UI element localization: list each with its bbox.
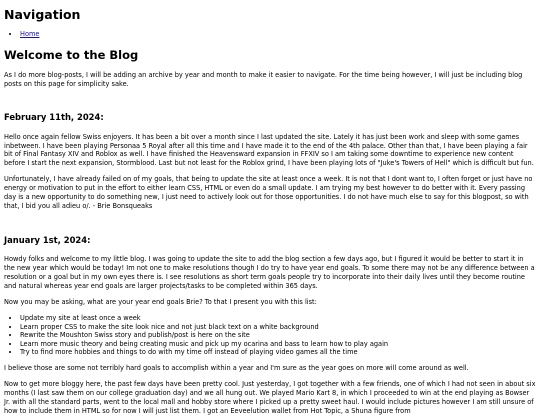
blog-post-feb-2024 xyxy=(4,112,536,211)
post-paragraph: I believe those are some not terribly hard goals to accomplish within a year and I'm sure as the year goes on more will come around as well. xyxy=(4,363,469,372)
goals-list xyxy=(4,314,536,357)
post-date: February 11th, 2024: xyxy=(4,112,104,123)
blog-title: Welcome to the Blog xyxy=(4,48,139,63)
goal-item: • Try to find more hobbies and things to do with my time off instead of playing video games all the time xyxy=(20,348,536,357)
post-paragraph: Now you may be asking, what are your year end goals Brie? To that I present you with this list: xyxy=(4,298,317,307)
blog-intro: As I do more blog-posts, I will be adding an archive by year and month to make it easier to navigate. For the time being however, I will just be including blog posts on this page for simplicity sake. xyxy=(4,70,523,88)
post-paragraph: Now to get more bloggy here, the past few days have been pretty cool. Just yesterday, I got together with a few friends, one of which I had not seen in about six months (I last saw them on our college graduation day) and we all hung out. We played Mario Kart 8, in which I proceeded to win at the end playing as Bowser Jr. with all the standard parts, went to the local mall and hobby store where I picked up a pretty sweet haul. I would include pictures however I am still unsure of how to include them in HTML so for now I will just list them. I got an Eeveelution wallet from Hot Topic, a Shuna figure from xyxy=(4,379,536,415)
goal-item: • Update my site at least once a week xyxy=(20,314,536,323)
post-paragraph: Unfortunately, I have already failed on of my goals, that being to update the site at least once a week. It is not that I dont want to, I often forget or just have no energy or motivation to put in the effort to either learn CSS, HTML or even do a small update. I am trying my best however to do better with it. Every passing day is a new opportunity to do something new, I just need to actively look out for those opportunities. I do not have much else to say for this blogpost, so with that, I bid you all adieu o/. - Brie Bonsqueaks xyxy=(4,175,533,211)
section-spacer xyxy=(4,218,536,235)
post-paragraph: Hello once again fellow Swiss enjoyers. It has been a bit over a month since I last updated the site. Lately it has just been work and sleep with some games inbetween. I have been playing Personaa 5 Royal after all this time and I have made it to the end of the 4th palace. Other than that, I have been playing a fair bit of Final Fantasy XIV and Roblox as well. I have finished the Heavensward expansion in FFXIV so I am taking some downtime to experience new content before I start the next expansion, Stormblood. Last but not least for the Roblox grind, I have been playing lots of "Juke's Towers of Hell" which is difficult but fun. xyxy=(4,132,534,168)
nav-list xyxy=(4,30,536,39)
section-spacer xyxy=(4,95,536,112)
home-link[interactable]: Home xyxy=(20,29,40,38)
navigation-heading: Navigation xyxy=(4,7,81,22)
post-date: January 1st, 2024: xyxy=(4,235,91,246)
post-paragraph: Howdy folks and welcome to my little blog. I was going to update the site to add the blog section a few days ago, but I figured it would be better to start it in the new year which would be today! Im not one to make resolutions though I do try to have year end goals. To some there may not be any difference between a resolution or a goal but in my own eyes there is. I see resolutions as short term goals people try to incorporate into their daily lives until they become routine and natural whereas year end goals are larger projects/tasks to be completed within 365 days. xyxy=(4,255,535,291)
blog-post-jan-2024 xyxy=(4,235,536,415)
goal-item: • Learn more music theory and being creating music and pick up my ocarina and bass to learn how to play again xyxy=(20,340,536,349)
goal-item: • Rewrite the Moushton Swiss story and publish/post is here on the site xyxy=(20,331,536,340)
goal-item: • Learn proper CSS to make the site look nice and not just black text on a white background xyxy=(20,323,536,332)
nav-item-home xyxy=(20,30,536,39)
